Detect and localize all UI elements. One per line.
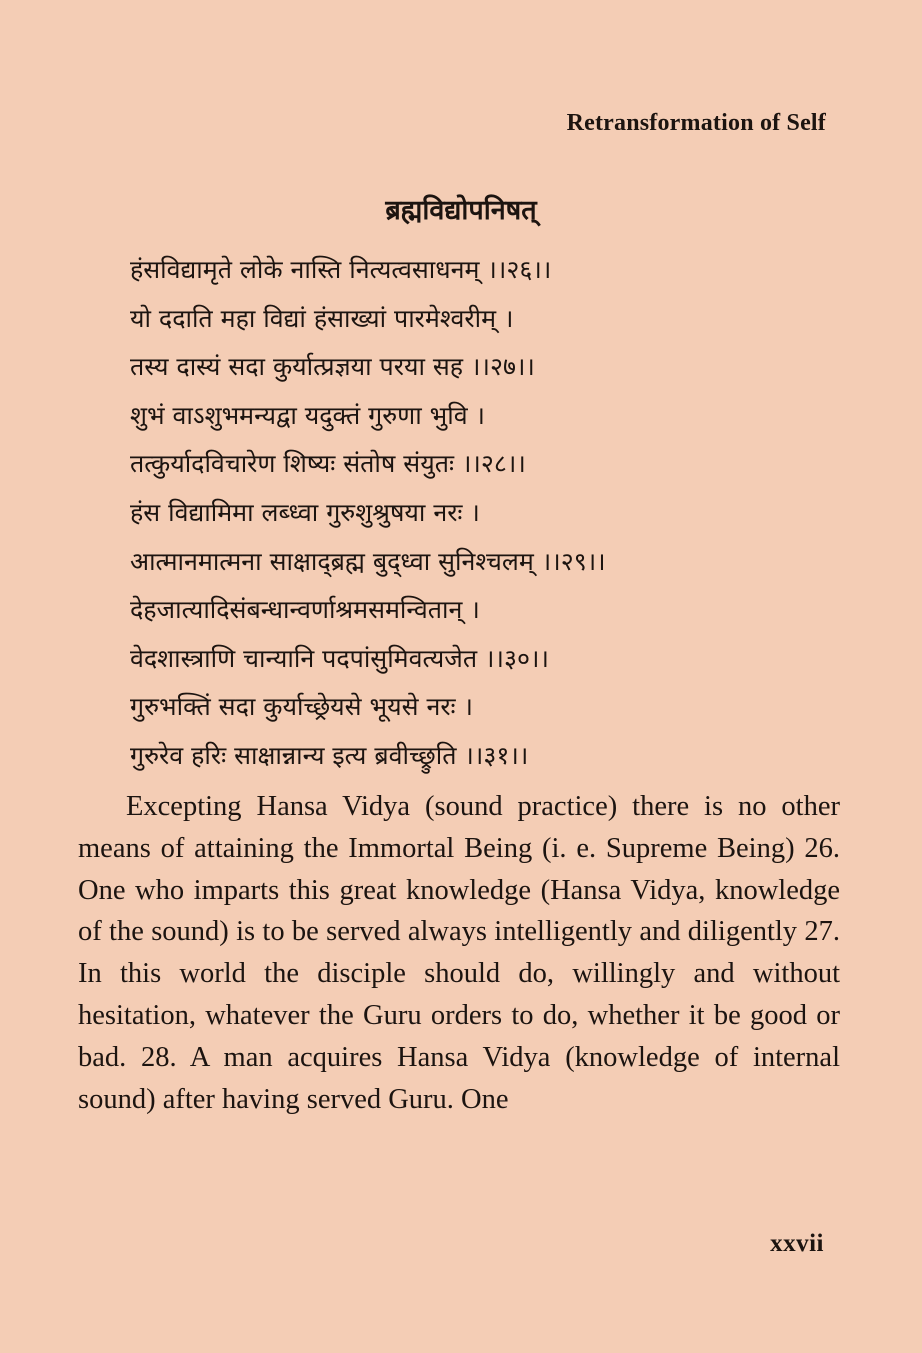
verse-line: तस्य दास्यं सदा कुर्यात्प्रज्ञया परया सह ।।२७।। — [130, 352, 535, 382]
running-head: Retransformation of Self — [566, 110, 826, 136]
verse-line: तत्कुर्यादविचारेण शिष्यः संतोष संयुतः ।।२८।। — [130, 449, 526, 479]
verse-line: शुभं वाऽशुभमन्यद्वा यदुक्तं गुरुणा भुवि । — [130, 400, 486, 430]
page-number: xxvii — [770, 1230, 824, 1257]
verse-line: देहजात्यादिसंबन्धान्वर्णाश्रमसमन्वितान् । — [130, 595, 480, 625]
english-translation: Excepting Hansa Vidya (sound practice) there is no other means of attaining the Immortal Being (i. e. Supreme Being) 26. One who imparts this great knowledge (Hansa Vidya, knowledge of the sound) is to be served always intelligently and diligently 27. In this world the disciple should do, willingly and without hesitation, whatever the Guru orders to do, whether it be good or bad. 28. A man acquires Hansa Vidya (knowledge of internal sound) after having served Guru. One — [78, 791, 840, 1115]
verse-line: हंसविद्यामृते लोके नास्ति नित्यत्वसाधनम् ।।२६।। — [130, 255, 552, 284]
verse-line: हंस विद्यामिमा लब्ध्वा गुरुशुश्रुषया नरः । — [130, 497, 480, 527]
verse-line: गुरुरेव हरिः साक्षान्नान्य इत्य ब्रवीच्छ्रुति ।।३१।। — [130, 740, 529, 770]
verse-line: वेदशास्त्राणि चान्यानि पदपांसुमिवत्यजेत ।।३०।। — [130, 643, 549, 673]
verse-line: यो ददाति महा विद्यां हंसाख्यां पारमेश्वरीम् । — [130, 303, 514, 333]
sanskrit-verses — [130, 246, 790, 781]
verse-line: आत्मानमात्मना साक्षाद्ब्रह्म बुद्ध्वा सुनिश्चलम् ।।२९।। — [130, 546, 606, 576]
sanskrit-title: ब्रह्मविद्योपनिषत् — [385, 195, 537, 226]
verse-line: गुरुभक्तिं सदा कुर्याच्छ्रेयसे भूयसे नरः । — [130, 692, 474, 722]
